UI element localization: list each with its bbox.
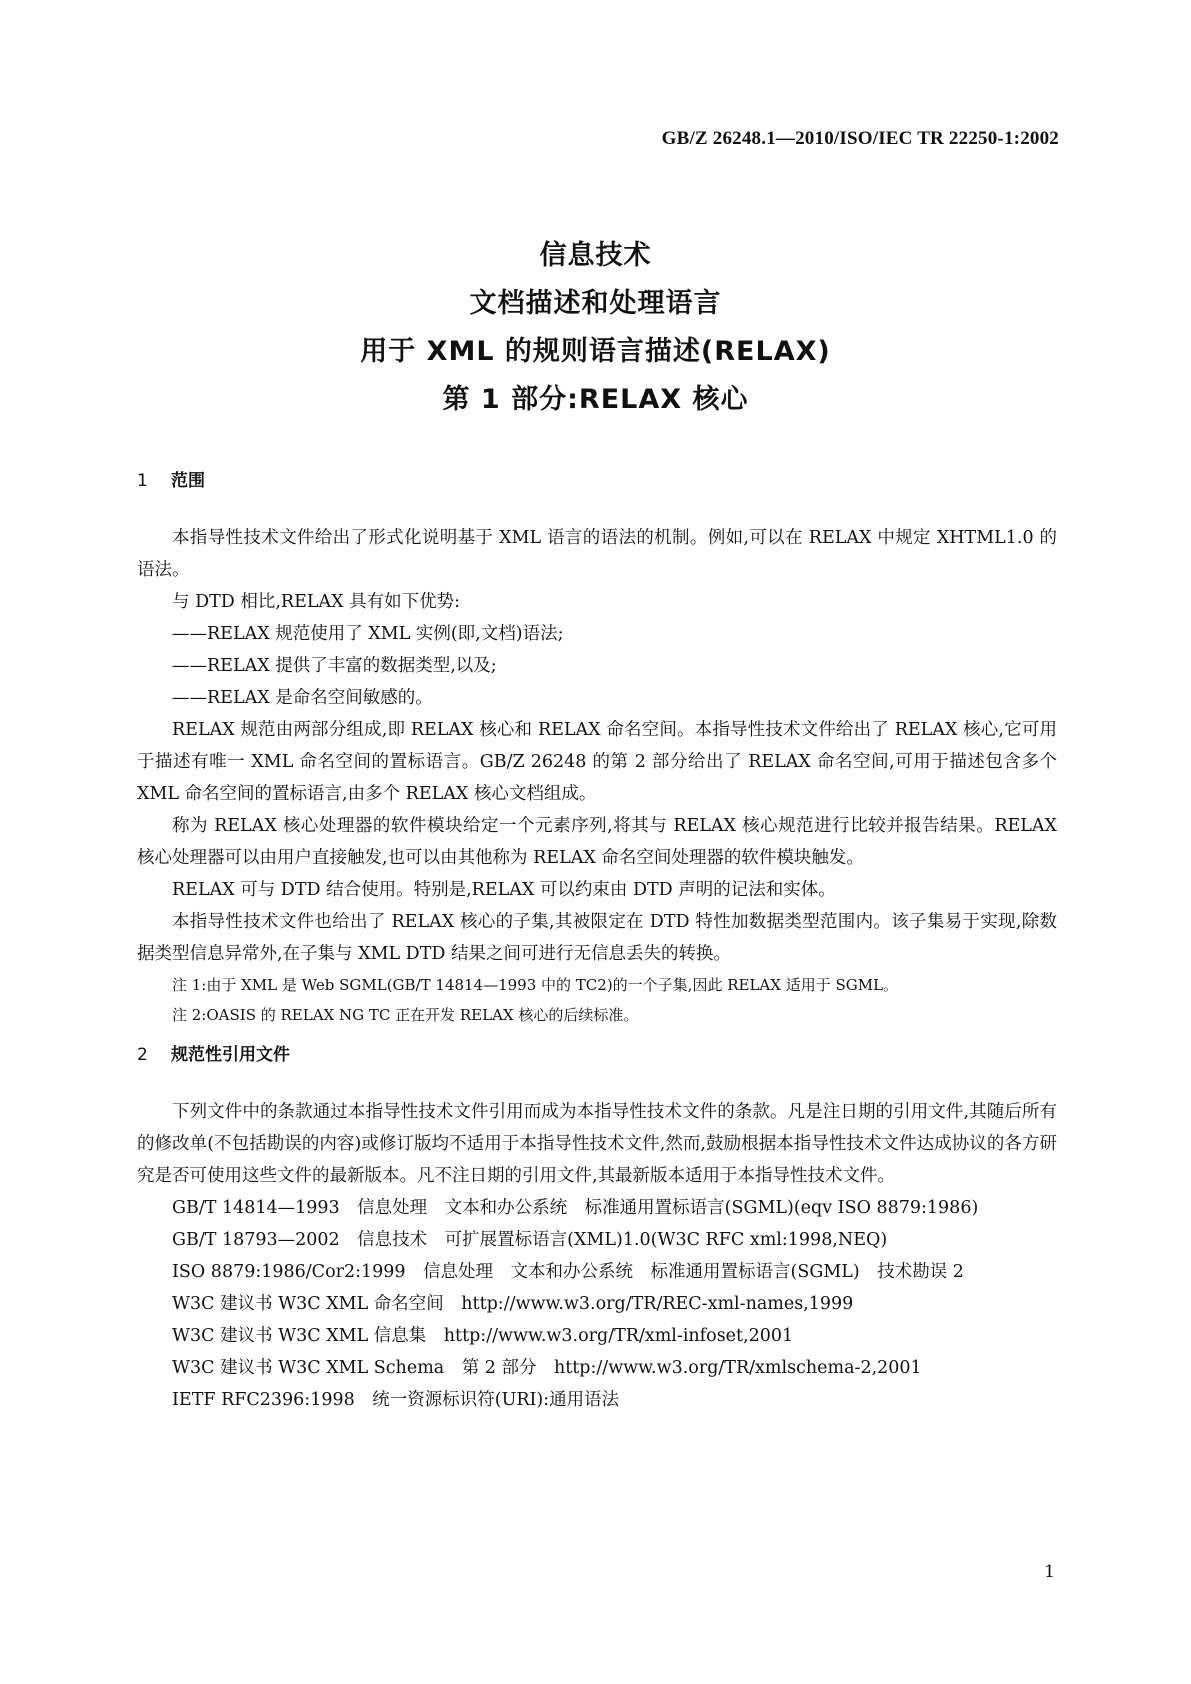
title-line-3: 用于 XML 的规则语言描述(RELAX) — [360, 336, 831, 367]
title-line-4: 第 1 部分:RELAX 核心 — [442, 384, 749, 415]
page-number: 1 — [1044, 1562, 1055, 1582]
reference-item: W3C 建议书 W3C XML Schema 第 2 部分 http://www.w3.org/TR/xmlschema-2,2001 — [172, 1358, 922, 1378]
note: 注 2:OASIS 的 RELAX NG TC 正在开发 RELAX 核心的后续标准。 — [172, 1006, 639, 1024]
standard-code: GB/Z 26248.1—2010/ISO/IEC TR 22250-1:2002 — [661, 128, 1059, 149]
reference-item: ISO 8879:1986/Cor2:1999 信息处理 文本和办公系统 标准通用置标语言(SGML) 技术勘误 2 — [172, 1262, 964, 1282]
reference-item: IETF RFC2396:1998 统一资源标识符(URI):通用语法 — [172, 1390, 620, 1410]
title-line-1: 信息技术 — [539, 240, 652, 271]
document-title — [0, 232, 1191, 424]
reference-item: W3C 建议书 W3C XML 信息集 http://www.w3.org/TR/xml-infoset,2001 — [172, 1326, 794, 1346]
reference-item: GB/T 14814—1993 信息处理 文本和办公系统 标准通用置标语言(SGML)(eqv ISO 8879:1986) — [172, 1198, 979, 1218]
paragraph: RELAX 规范由两部分组成,即 RELAX 核心和 RELAX 命名空间。本指导性技术文件给出了 RELAX 核心,它可用于描述有唯一 XML 命名空间的置标语言。GB/Z 26248 的第 2 部分给出了 RELAX 命名空间,可用于描述包含多个 XML 命名空间的置标语言,由多个 RELAX 核心文档组成。 — [137, 720, 1057, 804]
section-2-heading — [137, 1040, 1057, 1070]
section-number: 2 — [137, 1045, 148, 1065]
paragraph: 称为 RELAX 核心处理器的软件模块给定一个元素序列,将其与 RELAX 核心规范进行比较并报告结果。RELAX 核心处理器可以由用户直接触发,也可以由其他称为 RELAX 命名空间处理器的软件模块触发。 — [137, 816, 1057, 868]
reference-item: W3C 建议书 W3C XML 命名空间 http://www.w3.org/TR/REC-xml-names,1999 — [172, 1294, 854, 1314]
section-title: 规范性引用文件 — [171, 1045, 290, 1065]
paragraph: 下列文件中的条款通过本指导性技术文件引用而成为本指导性技术文件的条款。凡是注日期的引用文件,其随后所有的修改单(不包括勘误的内容)或修订版均不适用于本指导性技术文件,然而,鼓励根据本指导性技术文件达成协议的各方研究是否可使用这些文件的最新版本。凡不注日期的引用文件,其最新版本适用于本指导性技术文件。 — [137, 1102, 1057, 1186]
paragraph: 本指导性技术文件也给出了 RELAX 核心的子集,其被限定在 DTD 特性加数据类型范围内。该子集易于实现,除数据类型信息异常外,在子集与 XML DTD 结果之间可进行无信息丢失的转换。 — [137, 912, 1057, 964]
paragraph: RELAX 可与 DTD 结合使用。特别是,RELAX 可以约束由 DTD 声明的记法和实体。 — [172, 880, 836, 900]
section-number: 1 — [137, 471, 148, 491]
paragraph: 与 DTD 相比,RELAX 具有如下优势: — [172, 592, 461, 612]
list-item: ——RELAX 规范使用了 XML 实例(即,文档)语法; — [172, 624, 564, 644]
note: 注 1:由于 XML 是 Web SGML(GB/T 14814—1993 中的 TC2)的一个子集,因此 RELAX 适用于 SGML。 — [172, 976, 899, 994]
list-item: ——RELAX 是命名空间敏感的。 — [172, 688, 433, 708]
section-1-heading — [137, 466, 1057, 496]
section-title: 范围 — [171, 471, 205, 491]
paragraph: 本指导性技术文件给出了形式化说明基于 XML 语言的语法的机制。例如,可以在 RELAX 中规定 XHTML1.0 的语法。 — [137, 528, 1057, 580]
reference-item: GB/T 18793—2002 信息技术 可扩展置标语言(XML)1.0(W3C RFC xml:1998,NEQ) — [172, 1230, 888, 1250]
title-line-2: 文档描述和处理语言 — [469, 288, 722, 319]
document-body — [137, 466, 1057, 1416]
list-item: ——RELAX 提供了丰富的数据类型,以及; — [172, 656, 497, 676]
